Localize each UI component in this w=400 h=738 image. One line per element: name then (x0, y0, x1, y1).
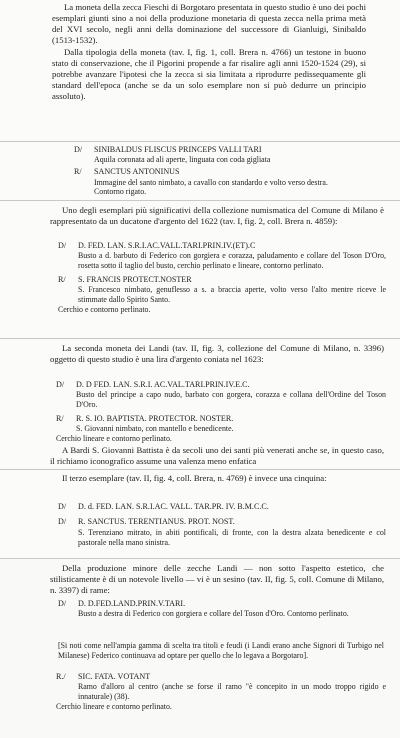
coin-2-description (58, 241, 386, 315)
reverse-legend: R. S. IO. BAPTISTA. PROTECTOR. NOSTER. (76, 414, 234, 423)
scan-strip-1 (0, 0, 400, 141)
coin-4-obverse (58, 502, 386, 512)
edge-note: Contorno rigato. (94, 187, 147, 197)
coin-4-reverse (58, 517, 386, 527)
coin-1-obverse (74, 145, 392, 155)
coin-3-description (56, 380, 386, 444)
reverse-label: R/ (56, 414, 64, 423)
obverse-description: Busto del principe a capo nudo, barbato con gorgera, corazza e collana dell'Ordine del Toson D'Oro. (76, 390, 386, 410)
obverse-legend: D. FED. LAN. S.R.I.AC.VALL.TARI.PRIN.IV.(ET).C (78, 241, 256, 250)
obverse-label: D/ (58, 502, 67, 511)
coin-4-description (58, 502, 386, 547)
scan-strip-6 (0, 558, 400, 738)
obverse-label: D/ (74, 145, 83, 154)
reverse-legend: S. FRANCIS PROTECT.NOSTER (78, 275, 192, 284)
reverse-description: S. Terenziano mitrato, in abiti pontificali, di fronte, con la destra alzata benedicente e col pastorale nella mano sinistra. (78, 527, 386, 547)
paragraph-1: La moneta della zecca Fieschi di Borgotaro presentata in questo studio è uno dei pochi esemplari giunti sino a noi della produzione monetaria di questa zecca nella prima metà del XVI secolo, negli anni della dominazione del successore di Gianluigi, Sinibaldo (1513-1532). (52, 2, 366, 46)
coin-2-reverse (58, 275, 386, 285)
reverse-description: Ramo d'alloro al centro (anche se forse il ramo "è concepito in un modo troppo rigido e innaturale) (38). (78, 682, 386, 702)
coin-3-obverse (56, 380, 386, 390)
obverse-description: Busto a d. barbuto di Federico con gorgiera e corazza, paludamento e collare del Toson D'Oro, rosetta sotto il taglio del busto, cerchio perlinato e lineare, contorno perlinato. (78, 251, 386, 271)
reverse-legend: SANCTUS ANTONINUS (94, 167, 180, 177)
reverse-description: S. Francesco nimbato, genuflesso a s. a braccia aperte, volto verso l'alto mentre riceve le stimmate dallo Spirito Santo. (78, 285, 386, 305)
paragraph-6: Il terzo esemplare (tav. II, fig. 4, coll. Brera, n. 4769) è invece una cinquina: (62, 473, 327, 483)
scan-strip-2 (0, 141, 400, 200)
edge-note: Cerchio lineare e contorno perlinato. (56, 702, 172, 711)
bracket-note: [Si noti come nell'ampia gamma di scelta tra titoli e feudi (i Landi erano anche Signori di Turbigo nel Milanese) Federico continuava ad optare per quello che lo legava a Borgotaro]. (58, 641, 384, 660)
coin-5-obverse-block (58, 599, 386, 619)
edge-note: Cerchio lineare e contorno perlinato. (56, 434, 172, 444)
obverse-description: Aquila coronata ad ali aperte, linguata con coda gigliata (94, 155, 271, 165)
scan-strip-3 (0, 200, 400, 338)
obverse-label: D/ (58, 241, 67, 250)
paragraph-5: A Bardi S. Giovanni Battista è da secoli uno dei santi più venerati anche se, in questo caso, il richiamo iconografico assume una valenza meno enfatica (50, 445, 384, 467)
obverse-legend: D. D FED. LAN. S.R.I. AC.VAL.TARI.PRIN.IV.E.C. (76, 380, 250, 389)
coin-1-description (74, 145, 392, 197)
coin-2-obverse (58, 241, 386, 251)
coin-5-obverse (58, 599, 386, 609)
obverse-legend: D. D.FED.LAND.PRIN.V.TARI. (78, 599, 186, 608)
coin-5-reverse (56, 672, 386, 682)
scan-strip-4 (0, 338, 400, 469)
obverse-label: D/ (56, 380, 65, 389)
reverse-description: S. Giovanni nimbato, con mantello e benedicente. (76, 424, 234, 434)
reverse-legend: R. SANCTUS. TERENTIANUS. PROT. NOST. (78, 517, 235, 527)
coin-3-reverse (56, 414, 386, 424)
obverse-legend: D. d. FED. LAN. S.R.I.AC. VALL. TAR.PR. IV. B.M.C.C. (78, 502, 269, 511)
reverse-label: R./ (56, 672, 66, 681)
scan-strip-5 (0, 469, 400, 558)
obverse-legend: SINIBALDUS FLISCUS PRINCEPS VALLI TARI (94, 145, 262, 154)
paragraph-4: La seconda moneta dei Landi (tav. II, fig. 3, collezione del Comune di Milano, n. 3396) oggetto di questo studio è una lira d'argento coniata nel 1623: (50, 343, 384, 365)
reverse-label: D/ (58, 517, 67, 527)
coin-1-reverse (74, 167, 392, 177)
reverse-description: Immagine del santo nimbato, a cavallo con standardo e volto verso destra. (94, 177, 328, 187)
paragraph-3: Uno degli esemplari più significativi della collezione numismatica del Comune di Milano è rappresentato da un ducatone d'argento del 1622 (tav. I, fig. 2, coll. Brera n. 4859): (50, 205, 384, 227)
coin-5-reverse-block (56, 672, 386, 712)
obverse-label: D/ (58, 599, 67, 608)
paragraph-2: Dalla tipologia della moneta (tav. I, fig. 1, coll. Brera n. 4766) un testone in buono stato di conservazione, che il Pigorini propende a far risalire agli anni 1520-1524 (29), si potrebbe avanzare l'ipotesi che la zecca si sia limitata a riprodurre pedissequamente gli standard dell'epoca (anche se da un solo esemplare non si può dedurre un principio assoluto). (52, 47, 366, 102)
reverse-label: R/ (58, 275, 66, 284)
obverse-description: Busto a destra di Federico con gorgiera e collare del Toson d'Oro. Contorno perlinato. (78, 609, 349, 619)
edge-note: Cerchio e contorno perlinato. (58, 305, 151, 314)
reverse-label: R/ (74, 167, 82, 177)
reverse-legend: SIC. FATA. VOTANT (78, 672, 151, 681)
paragraph-7: Della produzione minore delle zecche Landi — non sotto l'aspetto estetico, che stilisticamente è di un notevole livello — vi è un sesino (tav. II, fig. 5, coll. Comune di Milano, n. 3397) di rame: (50, 563, 384, 596)
